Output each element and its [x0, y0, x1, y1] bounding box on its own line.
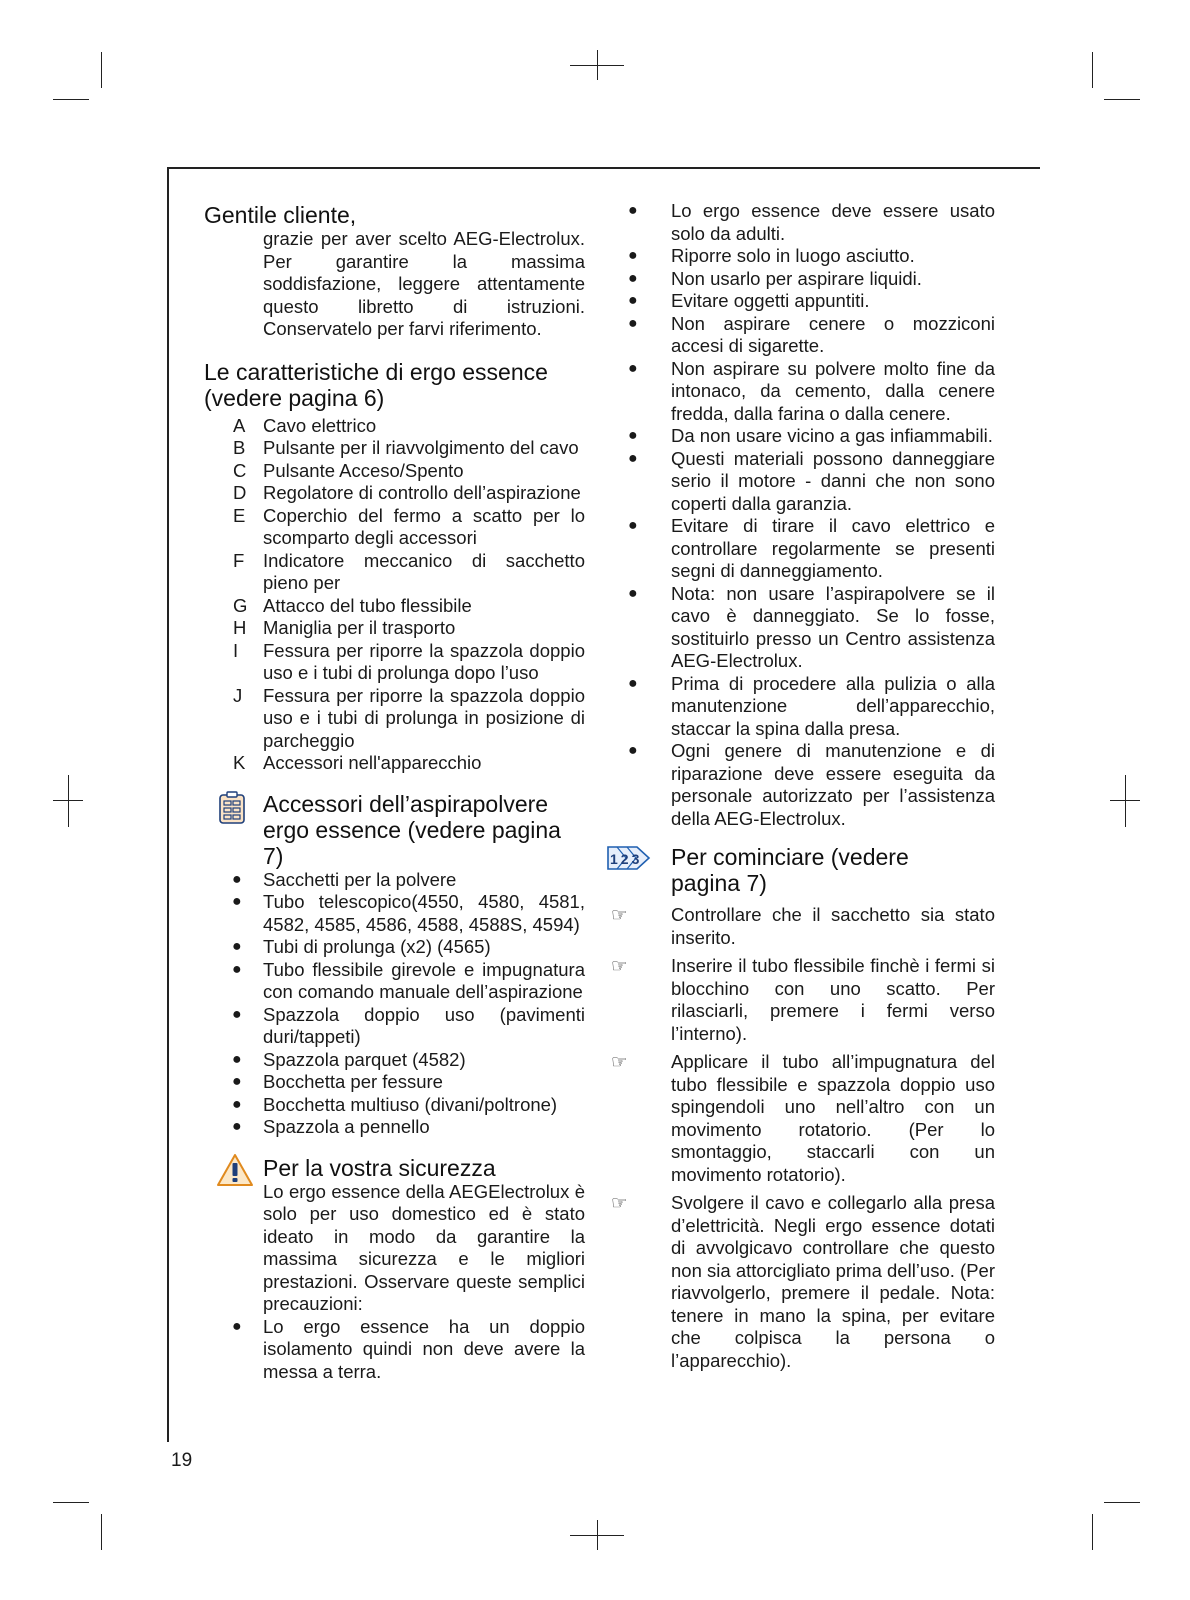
list-item: ● Tubi di prolunga (x2) (4565) — [232, 936, 491, 957]
list-item: ● Tubo telescopico(4550, 4580, 4581, 4582, 4585, 4586, 4588, 4588S, 4594) — [232, 891, 585, 935]
steps-123-icon — [607, 844, 651, 878]
list-item: ● Bocchetta multiuso (divani/poltrone) — [232, 1093, 558, 1115]
feature-item: H Maniglia per il trasporto — [233, 617, 456, 638]
list-item: ● Non usarlo per aspirare liquidi. — [628, 267, 922, 289]
list-item: ● Non aspirare cenere o mozziconi accesi di sigarette. — [628, 312, 995, 356]
step-item: ☞ Inserire il tubo flessibile finchè i fermi si blocchino con uno scatto. Per rilasciarli, premere i fermi verso l’interno). — [611, 955, 995, 1044]
accessories-heading: Accessori dell’aspirapolvere ergo essence (vedere pagina 7) — [263, 790, 561, 869]
list-item: ● Non aspirare su polvere molto fine da intonaco, da cemento, dalla cenere fredda, dalla farina o dalla cenere. — [628, 357, 995, 424]
list-item: ● Ogni genere di manutenzione e di riparazione deve essere eseguita da personale autorizzato per l’assistenza della AEG-Electrolux. — [628, 740, 995, 829]
features-section — [204, 359, 585, 775]
list-item: ● Prima di procedere alla pulizia o alla manutenzione dell’apparecchio, staccar la spina dalla presa. — [628, 672, 995, 739]
list-item: ● Spazzola a pennello — [232, 1116, 430, 1137]
list-item: ● Spazzola parquet (4582) — [232, 1048, 466, 1070]
accessories-list — [204, 869, 585, 1139]
list-item: ● Spazzola doppio uso (pavimenti duri/tappeti) — [232, 1003, 585, 1047]
step-item: ☞ Svolgere il cavo e collegarlo alla presa d’elettricità. Negli ergo essence dotati di avvolgicavo controllare che questo non sia attorcigliato prima dell’uso. (Per riavvolgerlo, premere il pedale. Nota: tenere in mano la spina, per evitare che colpisca la persona o l’apparecchio). — [611, 1192, 995, 1371]
crop-mark — [53, 1502, 89, 1503]
safety-list-left — [204, 1316, 585, 1384]
step-item: ☞ Controllare che il sacchetto sia stato inserito. — [611, 904, 995, 948]
crop-mark — [1104, 1502, 1140, 1503]
feature-item: F Indicatore meccanico di sacchetto pieno per — [233, 549, 585, 593]
safety-list-right — [611, 200, 995, 830]
list-item: ● Sacchetti per la polvere — [232, 868, 457, 890]
greeting-body: grazie per aver scelto AEG-Electrolux. Per garantire la massima soddisfazione, leggere attentamente questo libretto di istruzioni. Conservatelo per farvi riferimento. — [263, 228, 585, 339]
list-item: ● Da non usare vicino a gas infiammabili. — [628, 425, 993, 446]
safety-heading: Per la vostra sicurezza — [263, 1154, 496, 1181]
feature-item: E Coperchio del fermo a scatto per lo scomparto degli accessori — [233, 504, 585, 548]
feature-item: C Pulsante Acceso/Spento — [233, 459, 464, 481]
features-list — [204, 415, 585, 775]
feature-item: D Regolatore di controllo dell’aspirazione — [233, 482, 581, 503]
feature-item: I Fessura per riporre la spazzola doppio uso e i tubi di prolunga dopo l’uso — [233, 639, 585, 683]
getting-started-section — [611, 844, 995, 1372]
list-item: ● Lo ergo essence ha un doppio isolamento quindi non deve avere la messa a terra. — [232, 1315, 585, 1382]
registration-mark — [597, 50, 598, 80]
registration-mark — [597, 1520, 598, 1550]
crop-mark — [1092, 52, 1093, 88]
page-frame-left-rule — [167, 167, 169, 1442]
registration-mark — [68, 775, 69, 827]
step-item: ☞ Applicare il tubo all’impugnatura del tubo flessibile e spazzola doppio uso spingendoli uno nell’altro con un movimento rotatorio. (Per lo smontaggio, staccarli con un movimento rotatorio). — [611, 1051, 995, 1185]
list-item: ● Nota: non usare l’aspirapolvere se il cavo è danneggiato. Se lo fosse, sostituirlo presso un Centro assistenza AEG-Electrolux. — [628, 582, 995, 671]
feature-item: B Pulsante per il riavvolgimento del cavo — [233, 437, 579, 458]
features-heading: Le caratteristiche di ergo essence (vedere pagina 6) — [204, 358, 548, 411]
accessories-section — [204, 791, 585, 1139]
steps-list — [611, 904, 995, 1372]
list-item: ● Riporre solo in luogo asciutto. — [628, 245, 915, 266]
safety-intro: Lo ergo essence della AEGElectrolux è solo per uso domestico ed è stato ideato in modo da garantire la massima sicurezza e le migliori prestazioni. Osservare queste semplici precauzioni: — [263, 1180, 585, 1314]
list-item: ● Evitare oggetti appuntiti. — [628, 290, 870, 311]
feature-item: G Attacco del tubo flessibile — [233, 594, 472, 616]
registration-mark — [1125, 775, 1126, 827]
crop-mark — [1104, 99, 1140, 100]
left-column — [204, 200, 585, 1383]
list-item: ● Bocchetta per fessure — [232, 1071, 443, 1092]
pointing-hand-icon: ☞ — [611, 955, 628, 976]
warning-icon — [216, 1153, 254, 1193]
feature-item: A Cavo elettrico — [233, 414, 377, 436]
crop-mark — [53, 99, 89, 100]
feature-item: K Accessori nell'apparecchio — [233, 752, 482, 773]
right-column — [611, 200, 995, 1378]
crop-mark — [1092, 1514, 1093, 1550]
pointing-hand-icon: ☞ — [611, 1051, 628, 1072]
accessories-icon — [218, 791, 248, 831]
crop-mark — [101, 52, 102, 88]
safety-section — [204, 1155, 585, 1384]
list-item: ● Evitare di tirare il cavo elettrico e controllare regolarmente se presenti segni di danneggiamento. — [628, 515, 995, 581]
getting-started-heading: Per cominciare (vedere pagina 7) — [671, 844, 909, 896]
steps-icon-label: 123 — [610, 851, 643, 867]
crop-mark — [101, 1514, 102, 1550]
page-frame-top-rule — [167, 167, 1040, 169]
greeting-heading: Gentile cliente, — [204, 202, 357, 228]
feature-item: J Fessura per riporre la spazzola doppio uso e i tubi di prolunga in posizione di parcheggio — [233, 684, 585, 751]
greeting-section — [204, 202, 585, 341]
page-number: 19 — [171, 1450, 193, 1471]
list-item: ● Questi materiali possono danneggiare serio il motore - danni che non sono coperti dalla garanzia. — [628, 447, 995, 514]
list-item: ● Tubo flessibile girevole e impugnatura con comando manuale dell’aspirazione — [232, 958, 585, 1002]
list-item: ● Lo ergo essence deve essere usato solo da adulti. — [628, 200, 995, 244]
pointing-hand-icon: ☞ — [611, 904, 628, 925]
pointing-hand-icon: ☞ — [611, 1192, 628, 1213]
